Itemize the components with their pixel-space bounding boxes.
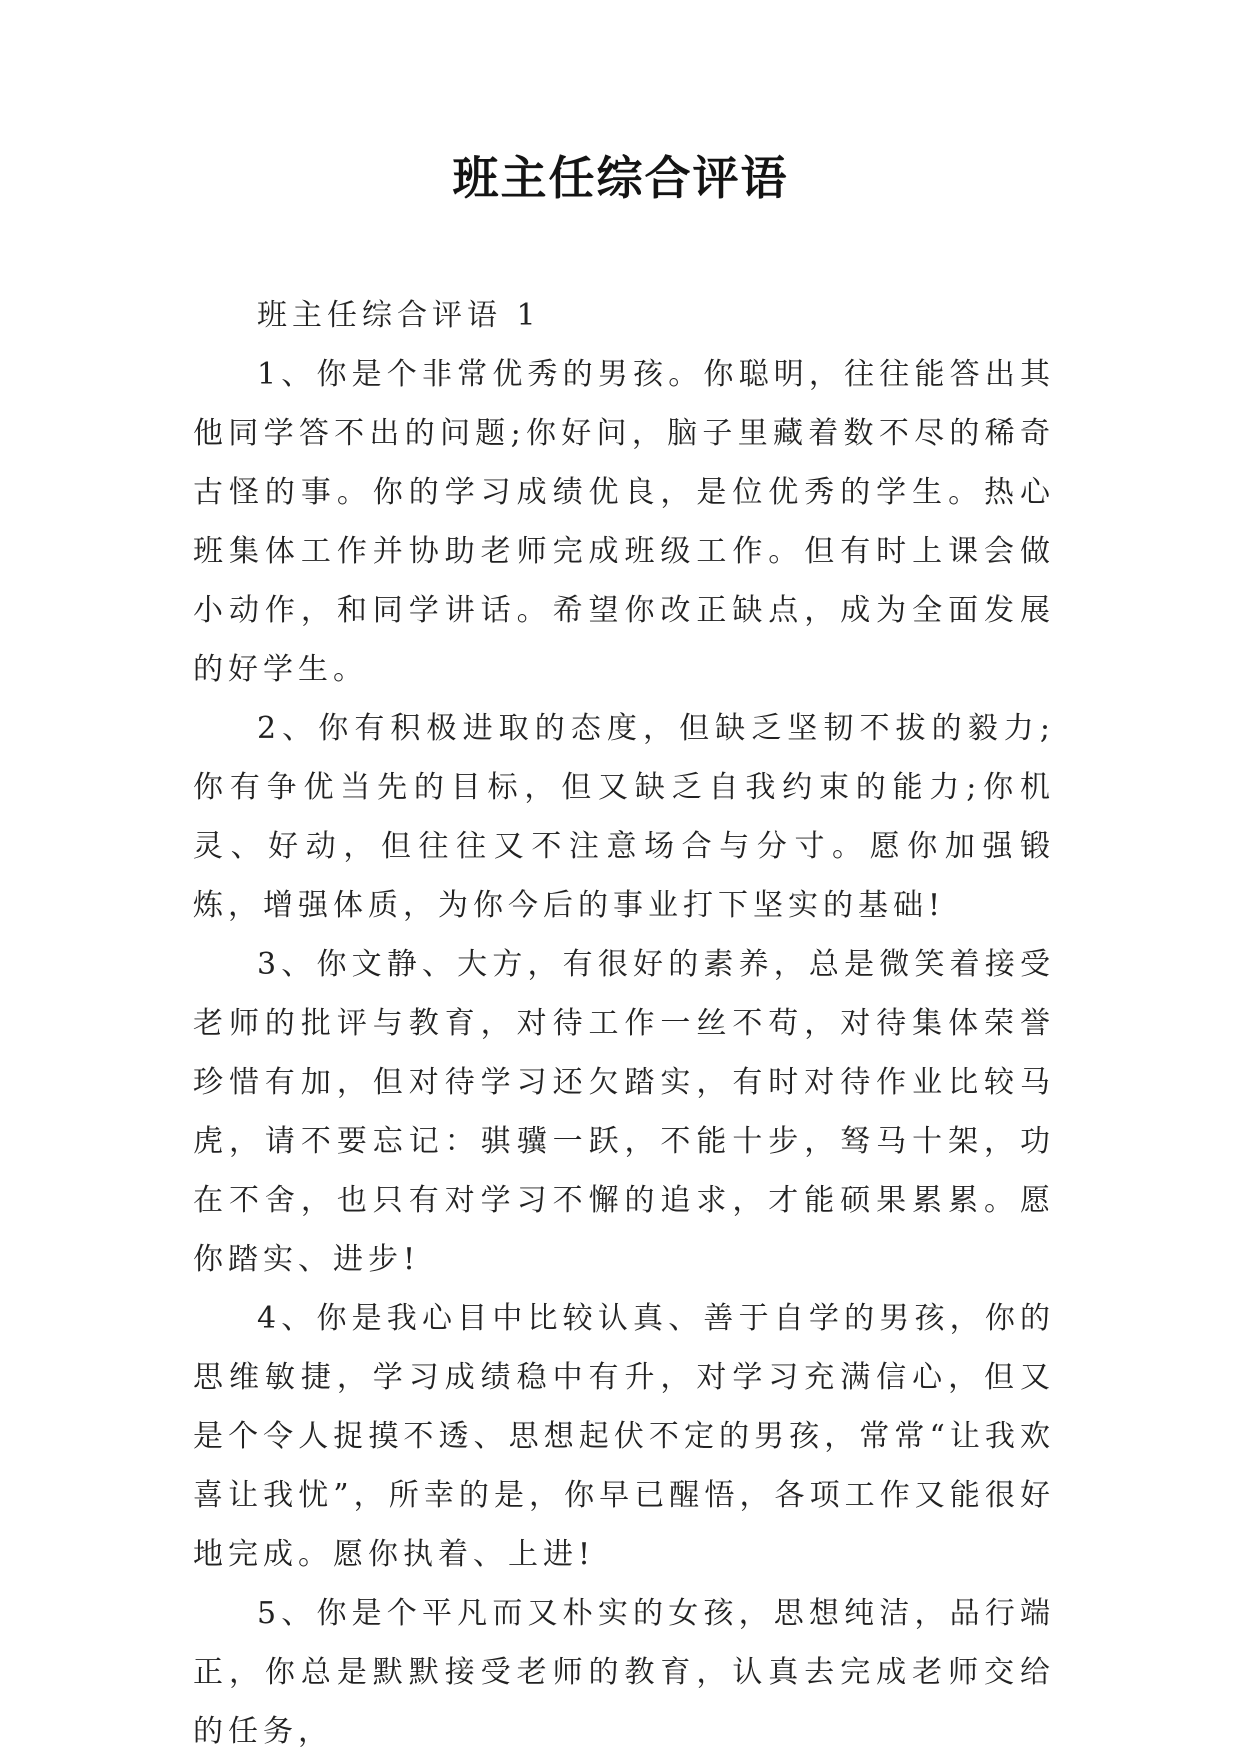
comment-paragraph-4: 4、你是我心目中比较认真、善于自学的男孩，你的思维敏捷，学习成绩稳中有升，对学习充满信心，但又是个令人捉摸不透、思想起伏不定的男孩，常常“让我欢喜让我忧”，所幸的是，你早已醒悟，各项工作又能很好地完成。愿你执着、上进! bbox=[193, 1301, 1055, 1572]
comment-paragraph-1: 1、你是个非常优秀的男孩。你聪明，往往能答出其他同学答不出的问题;你好问，脑子里藏着数不尽的稀奇古怪的事。你的学习成绩优良，是位优秀的学生。热心班集体工作并协助老师完成班级工作。但有时上课会做小动作，和同学讲话。希望你改正缺点，成为全面发展的好学生。 bbox=[193, 357, 1055, 687]
document-body bbox=[193, 286, 1055, 1761]
document-title: 班主任综合评语 bbox=[452, 151, 789, 205]
section-heading: 班主任综合评语 1 bbox=[257, 298, 541, 333]
comment-paragraph-5: 5、你是个平凡而又朴实的女孩，思想纯洁，品行端正，你总是默默接受老师的教育，认真去完成老师交给的任务， bbox=[193, 1596, 1055, 1749]
comment-paragraph-3: 3、你文静、大方，有很好的素养，总是微笑着接受老师的批评与教育，对待工作一丝不苟，对待集体荣誉珍惜有加，但对待学习还欠踏实，有时对待作业比较马虎，请不要忘记：骐骥一跃，不能十步，驽马十架，功在不舍，也只有对学习不懈的追求，才能硕果累累。愿你踏实、进步! bbox=[193, 947, 1055, 1277]
comment-paragraph-2: 2、你有积极进取的态度，但缺乏坚韧不拔的毅力;你有争优当先的目标，但又缺乏自我约束的能力;你机灵、好动，但往往又不注意场合与分寸。愿你加强锻炼，增强体质，为你今后的事业打下坚实的基础! bbox=[193, 711, 1055, 923]
